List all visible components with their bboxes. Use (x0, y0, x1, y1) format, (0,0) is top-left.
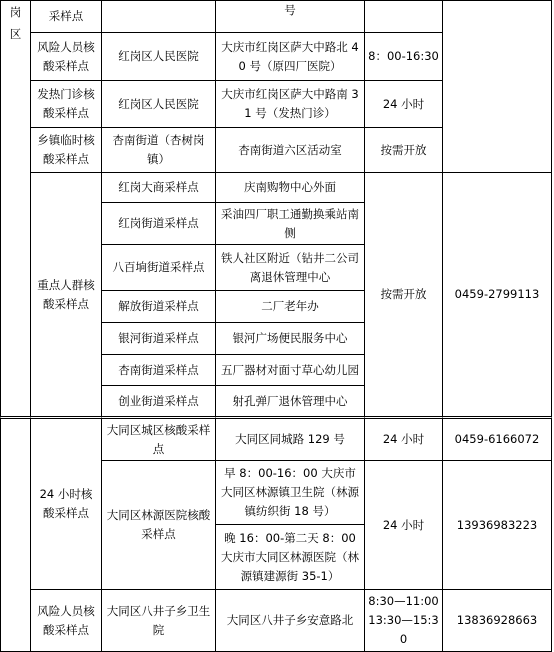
row-type: 风险人员核酸采样点 (30, 32, 101, 80)
row-type: 乡镇临时核酸采样点 (30, 127, 101, 172)
datong-row2-address-night: 晚 16：00-第二天 8：00 大庆市大同区林源医院（林源镇建源街 35-1） (215, 524, 364, 589)
datong-row2-address-day: 早 8：00-16：00 大庆市大同区林源镇卫生院（林源镇纺织街 18 号） (215, 460, 364, 524)
row-site: 杏南街道（杏树岗镇） (101, 127, 215, 172)
header-type: 采样点 (30, 0, 101, 32)
hours-line-1: 8:30—11:00 (368, 594, 439, 608)
datong-row1-address: 大同区同城路 129 号 (215, 416, 364, 460)
key-site: 红岗大商采样点 (101, 172, 215, 202)
datong-row2-phone: 13936983223 (442, 460, 552, 589)
row-address: 杏南街道六区活动室 (215, 127, 364, 172)
datong-row2-hours: 24 小时 (364, 460, 442, 589)
key-address: 采油四厂职工通勤换乘站南侧 (215, 202, 364, 244)
key-group-type: 重点人群核酸采样点 (30, 172, 101, 416)
row-type: 发热门诊核酸采样点 (30, 80, 101, 127)
key-site: 解放街道采样点 (101, 290, 215, 322)
row-hours: 按需开放 (364, 127, 442, 172)
datong-risk-phone: 13836928663 (442, 589, 552, 652)
datong-row1-phone: 0459-6166072 (442, 416, 552, 460)
datong-row1-hours: 24 小时 (364, 416, 442, 460)
datong-risk-hours (364, 589, 442, 652)
key-address: 银河广场便民服务中心 (215, 322, 364, 354)
header-address: 号 (215, 0, 364, 32)
key-address: 铁人社区附近（钻井二公司离退休管理中心 (215, 244, 364, 290)
key-address: 二厂老年办 (215, 290, 364, 322)
row-address: 大庆市红岗区萨大中路北 40 号（原四厂医院） (215, 32, 364, 80)
phone-col-honggang-top (442, 0, 552, 172)
row-site: 红岗区人民医院 (101, 80, 215, 127)
key-site: 创业街道采样点 (101, 385, 215, 416)
datong-24h-type: 24 小时核酸采样点 (30, 416, 101, 589)
datong-risk-site: 大同区八井子乡卫生院 (101, 589, 215, 652)
district-cell-honggang (0, 0, 30, 416)
hours-line-2: 13:30—15:30 (368, 613, 439, 646)
row-hours: 24 小时 (364, 80, 442, 127)
key-address: 射孔弹厂退休管理中心 (215, 385, 364, 416)
row-address: 大庆市红岗区萨大中路南 31 号（发热门诊） (215, 80, 364, 127)
key-site: 银河街道采样点 (101, 322, 215, 354)
key-site: 八百垧街道采样点 (101, 244, 215, 290)
district-cell-datong (0, 416, 30, 652)
key-group-hours: 按需开放 (364, 172, 442, 416)
key-address: 庆南购物中心外面 (215, 172, 364, 202)
key-site: 红岗街道采样点 (101, 202, 215, 244)
datong-risk-address: 大同区八井子乡安意路北 (215, 589, 364, 652)
header-hours (364, 0, 442, 32)
datong-row2-site: 大同区林源医院核酸采样点 (101, 460, 215, 589)
header-site (101, 0, 215, 32)
key-address: 五厂器材对面寸草心幼儿园 (215, 354, 364, 385)
row-site: 红岗区人民医院 (101, 32, 215, 80)
district-label: 岗 区 (9, 5, 22, 41)
row-hours: 8：00-16:30 (364, 32, 442, 80)
key-group-phone: 0459-2799113 (442, 172, 552, 416)
key-site: 杏南街道采样点 (101, 354, 215, 385)
datong-row1-site: 大同区城区核酸采样点 (101, 416, 215, 460)
datong-risk-type: 风险人员核酸采样点 (30, 589, 101, 652)
